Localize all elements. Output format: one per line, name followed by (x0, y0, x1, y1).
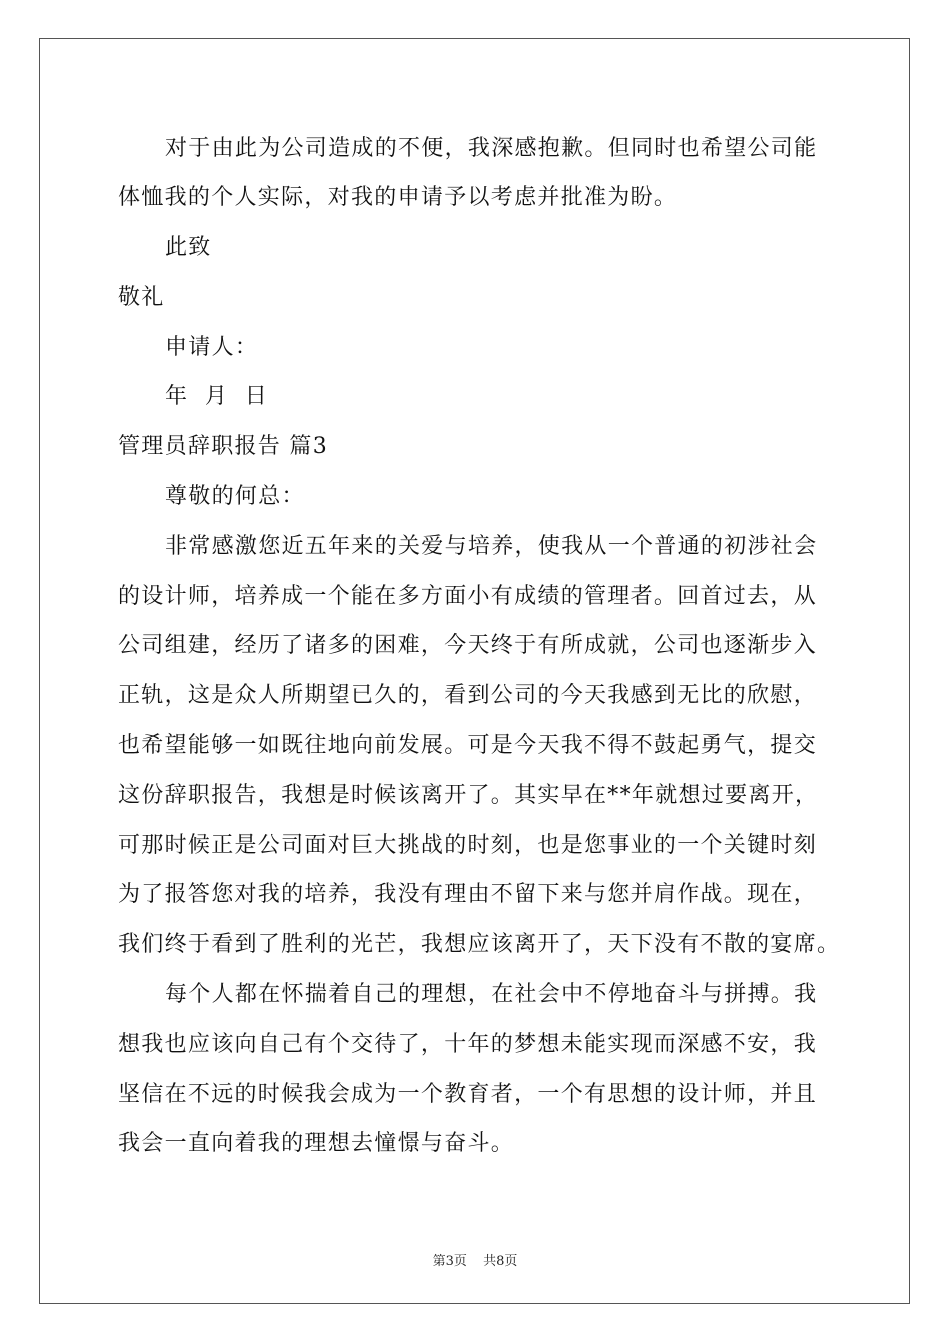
paragraph-line: 为了报答您对我的培养，我没有理由不留下来与您并肩作战。现在， (118, 882, 818, 907)
paragraph-line: 想我也应该向自己有个交待了，十年的梦想未能实现而深感不安，我 (118, 1032, 818, 1057)
page-border (39, 38, 910, 1304)
closing-regards: 敬礼 (118, 285, 165, 310)
paragraph-line: 我们终于看到了胜利的光芒，我想应该离开了，天下没有不散的宴席。 (118, 932, 841, 957)
closing-salutation: 此致 (165, 235, 212, 260)
paragraph-line: 坚信在不远的时候我会成为一个教育者，一个有思想的设计师，并且 (118, 1082, 818, 1107)
paragraph-line: 公司组建，经历了诸多的困难，今天终于有所成就，公司也逐渐步入 (118, 633, 818, 658)
paragraph-line: 这份辞职报告，我想是时候该离开了。其实早在**年就想过要离开， (118, 783, 819, 808)
page-number: 第3页 (432, 1254, 467, 1269)
paragraph-line: 我会一直向着我的理想去憧憬与奋斗。 (118, 1131, 515, 1156)
paragraph-line: 也希望能够一如既往地向前发展。可是今天我不得不鼓起勇气，提交 (118, 733, 818, 758)
paragraph-line: 可那时候正是公司面对巨大挑战的时刻，也是您事业的一个关键时刻 (118, 833, 818, 858)
date-placeholder: 年 月 日 (165, 384, 269, 409)
paragraph-line: 对于由此为公司造成的不便，我深感抱歉。但同时也希望公司能 (165, 136, 818, 161)
letter-greeting: 尊敬的何总： (165, 484, 305, 509)
applicant-label: 申请人： (165, 335, 259, 360)
paragraph-line: 非常感激您近五年来的关爱与培养，使我从一个普通的初涉社会 (165, 534, 818, 559)
section-heading: 管理员辞职报告 篇3 (118, 434, 328, 459)
paragraph-line: 体恤我的个人实际，对我的申请予以考虑并批准为盼。 (118, 185, 678, 210)
paragraph-line: 的设计师，培养成一个能在多方面小有成绩的管理者。回首过去，从 (118, 584, 818, 609)
page-total: 共8页 (483, 1254, 518, 1269)
page-footer (0, 1250, 950, 1269)
paragraph-line: 每个人都在怀揣着自己的理想，在社会中不停地奋斗与拼搏。我 (165, 982, 818, 1007)
paragraph-line: 正轨，这是众人所期望已久的，看到公司的今天我感到无比的欣慰， (118, 683, 818, 708)
